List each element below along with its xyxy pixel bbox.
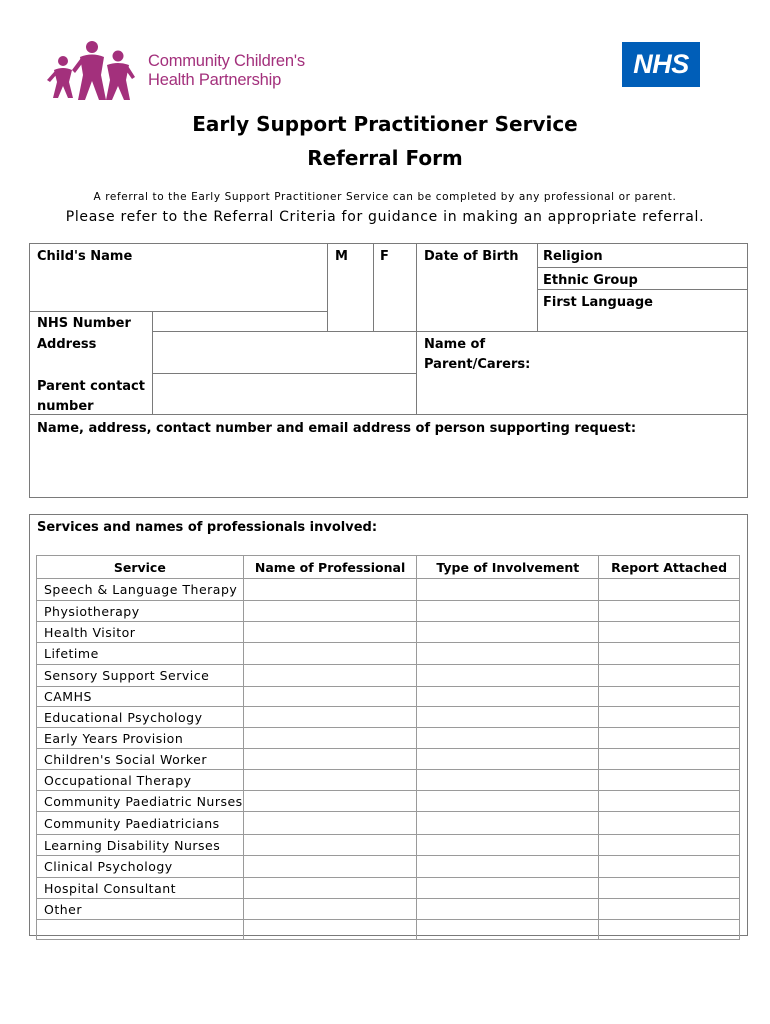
table-row: [37, 920, 740, 940]
service-name: Sensory Support Service: [37, 665, 244, 687]
involvement-cell[interactable]: [417, 835, 599, 856]
involvement-cell[interactable]: [417, 899, 599, 920]
table-row: [37, 899, 740, 920]
professional-name-cell[interactable]: [243, 835, 417, 856]
report-attached-cell[interactable]: [599, 728, 740, 749]
involvement-cell[interactable]: [417, 791, 599, 812]
table-row: [37, 622, 740, 643]
involvement-cell[interactable]: [417, 665, 599, 687]
services-heading-text: Services and names of professionals involved:: [37, 520, 378, 535]
professional-name-cell[interactable]: [243, 920, 417, 940]
involvement-cell[interactable]: [417, 920, 599, 940]
service-name: Hospital Consultant: [37, 878, 244, 899]
table-row: [37, 770, 740, 791]
service-name: Early Years Provision: [37, 728, 244, 749]
table-row: [37, 643, 740, 665]
page-title: Early Support Practitioner Service: [192, 112, 578, 136]
column-header: Report Attached: [599, 556, 740, 579]
service-name: [37, 920, 244, 940]
nhs-number-field[interactable]: [154, 312, 326, 330]
supporter-label: Name, address, contact number and email address of person supporting request:: [37, 421, 637, 436]
table-row: [37, 749, 740, 770]
involvement-cell[interactable]: [417, 579, 599, 601]
parent-contact-field[interactable]: [154, 375, 415, 413]
service-name: Community Paediatricians: [37, 812, 244, 835]
org-name-line1: Community Children's: [148, 52, 305, 70]
involvement-cell[interactable]: [417, 770, 599, 791]
gender-f-label: F: [380, 249, 389, 264]
professional-name-cell[interactable]: [243, 749, 417, 770]
report-attached-cell[interactable]: [599, 622, 740, 643]
religion-label: Religion: [543, 249, 603, 264]
professional-name-cell[interactable]: [243, 878, 417, 899]
table-row: [37, 791, 740, 812]
professional-name-cell[interactable]: [243, 707, 417, 728]
professional-name-cell[interactable]: [243, 770, 417, 791]
services-header-row: [37, 556, 740, 579]
nhs-logo: NHS: [622, 42, 700, 87]
criteria-text: Please refer to the Referral Criteria for guidance in making an appropriate referral.: [65, 209, 705, 225]
involvement-cell[interactable]: [417, 622, 599, 643]
involvement-cell[interactable]: [417, 601, 599, 622]
report-attached-cell[interactable]: [599, 812, 740, 835]
report-attached-cell[interactable]: [599, 920, 740, 940]
gender-m-label: M: [335, 249, 348, 264]
parent-name-label: [424, 335, 530, 375]
date-of-birth-label: Date of Birth: [424, 249, 519, 264]
nhs-number-label: NHS Number: [37, 316, 131, 331]
involvement-cell[interactable]: [417, 707, 599, 728]
address-label: Address: [37, 337, 97, 352]
childs-name-label: Child's Name: [37, 249, 133, 264]
report-attached-cell[interactable]: [599, 707, 740, 728]
report-attached-cell[interactable]: [599, 791, 740, 812]
org-name: [148, 52, 305, 90]
column-header: Name of Professional: [243, 556, 417, 579]
professional-name-cell[interactable]: [243, 622, 417, 643]
professional-name-cell[interactable]: [243, 812, 417, 835]
table-row: [37, 601, 740, 622]
table-row: [37, 707, 740, 728]
services-table: [36, 555, 740, 940]
report-attached-cell[interactable]: [599, 665, 740, 687]
org-name-line2: Health Partnership: [148, 71, 282, 89]
parent-contact-label: [37, 377, 145, 417]
professional-name-cell[interactable]: [243, 601, 417, 622]
involvement-cell[interactable]: [417, 856, 599, 878]
service-name: Learning Disability Nurses: [37, 835, 244, 856]
report-attached-cell[interactable]: [599, 899, 740, 920]
table-row: [37, 812, 740, 835]
ethnic-group-label: Ethnic Group: [543, 273, 638, 288]
table-row: [37, 579, 740, 601]
intro-text: A referral to the Early Support Practitioner Service can be completed by any professional or parent.: [93, 191, 677, 203]
parent-name-label-line2: Parent/Carers:: [424, 357, 531, 372]
report-attached-cell[interactable]: [599, 687, 740, 707]
table-row: [37, 687, 740, 707]
professional-name-cell[interactable]: [243, 856, 417, 878]
parent-contact-label-line1: Parent contact: [37, 379, 145, 394]
service-name: Educational Psychology: [37, 707, 244, 728]
involvement-cell[interactable]: [417, 728, 599, 749]
involvement-cell[interactable]: [417, 878, 599, 899]
professional-name-cell[interactable]: [243, 728, 417, 749]
involvement-cell[interactable]: [417, 812, 599, 835]
involvement-cell[interactable]: [417, 643, 599, 665]
first-language-label: First Language: [543, 295, 653, 310]
service-name: Other: [37, 899, 244, 920]
services-heading: [37, 518, 377, 538]
report-attached-cell[interactable]: [599, 835, 740, 856]
report-attached-cell[interactable]: [599, 601, 740, 622]
service-name: Community Paediatric Nurses: [37, 791, 244, 812]
service-name: CAMHS: [37, 687, 244, 707]
table-row: [37, 665, 740, 687]
page-subtitle: Referral Form: [307, 146, 463, 170]
report-attached-cell[interactable]: [599, 749, 740, 770]
ccp-family-logo: [44, 40, 136, 102]
report-attached-cell[interactable]: [599, 856, 740, 878]
column-header: Service: [37, 556, 244, 579]
table-row: [37, 856, 740, 878]
professional-name-cell[interactable]: [243, 687, 417, 707]
service-name: Health Visitor: [37, 622, 244, 643]
report-attached-cell[interactable]: [599, 579, 740, 601]
column-header: Type of Involvement: [417, 556, 599, 579]
service-name: Speech & Language Therapy: [37, 579, 244, 601]
service-name: Occupational Therapy: [37, 770, 244, 791]
address-field[interactable]: [154, 333, 415, 372]
table-row: [37, 835, 740, 856]
table-row: [37, 728, 740, 749]
service-name: Clinical Psychology: [37, 856, 244, 878]
service-name: Physiotherapy: [37, 601, 244, 622]
professional-name-cell[interactable]: [243, 643, 417, 665]
supporter-field[interactable]: [31, 440, 746, 496]
service-name: Lifetime: [37, 643, 244, 665]
table-row: [37, 878, 740, 899]
parent-name-label-line1: Name of: [424, 337, 486, 352]
report-attached-cell[interactable]: [599, 643, 740, 665]
report-attached-cell[interactable]: [599, 878, 740, 899]
report-attached-cell[interactable]: [599, 770, 740, 791]
professional-name-cell[interactable]: [243, 665, 417, 687]
professional-name-cell[interactable]: [243, 899, 417, 920]
professional-name-cell[interactable]: [243, 579, 417, 601]
service-name: Children's Social Worker: [37, 749, 244, 770]
parent-contact-label-line2: number: [37, 399, 94, 414]
involvement-cell[interactable]: [417, 687, 599, 707]
professional-name-cell[interactable]: [243, 791, 417, 812]
involvement-cell[interactable]: [417, 749, 599, 770]
